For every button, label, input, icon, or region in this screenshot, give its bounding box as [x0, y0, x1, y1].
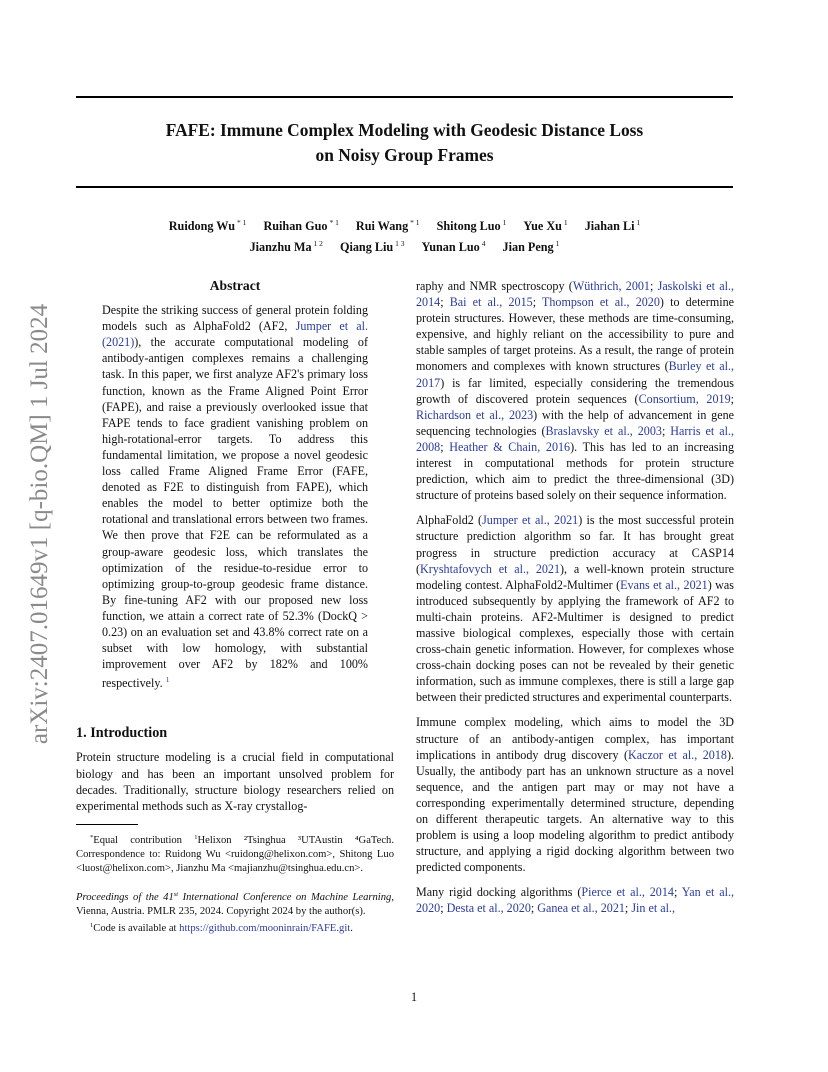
- author-list: [76, 214, 733, 256]
- citation-link[interactable]: Ganea et al., 2021: [537, 901, 625, 916]
- citation-link[interactable]: Bai et al., 2015: [449, 295, 533, 310]
- title-line-1: FAFE: Immune Complex Modeling with Geodesic Distance Loss: [165, 120, 644, 140]
- left-column: [76, 278, 394, 936]
- citation-link[interactable]: Richardson et al., 2023: [416, 407, 534, 422]
- citation-link[interactable]: Harris et al., 2008: [416, 423, 734, 454]
- author: Rui Wang $^{* 1}$: [355, 218, 420, 233]
- immune-complex-paragraph: Immune complex modeling, which aims to model the 3D structure of an antibody-antigen complex, has important implications in antibody drug discovery (Kaczor et al., 2018). Usually, the antibody part has an unknown structure as a novel sequence, and the antigen part may or may not have a corresponding experimentally determined structure, depending on different therapeutic targets. An alternative way to this problem is using a loop modeling algorithm to predict antibody structure, and applying a rigid docking algorithm between two predicted components.: [416, 715, 734, 875]
- citation-link[interactable]: Braslavsky et al., 2003: [545, 423, 662, 438]
- right-column: [416, 278, 734, 926]
- title-top-rule: [76, 96, 733, 98]
- alphafold-paragraph: AlphaFold2 (Jumper et al., 2021) is the most successful protein structure prediction algorithm so far. It has brought great progress in structure prediction accuracy at CASP14 (Kryshtafovych et al., 2021), a well-known protein structure modeling contest. AlphaFold2-Multimer (Evans et al., 2021) was introduced subsequently by applying the framework of AF2 to multi-chain proteins. AF2-Multimer is designed to predict massive biological complexes, especially those with certain cross-chain genetic information. However, for complexes whose cross-chain docking poses can not be revealed by their genetic information, such as immune complexes, there is still a large gap between their predicted structures and experimental counterparts.: [416, 513, 734, 705]
- author: Jianzhu Ma $^{1 2}$: [249, 239, 323, 254]
- footnote-rule: [76, 824, 138, 825]
- citation-link[interactable]: Thompson et al., 2020: [542, 295, 660, 310]
- author: Yue Xu $^1$: [523, 218, 568, 233]
- citation-link[interactable]: Yan et al., 2020: [416, 885, 734, 916]
- author: Qiang Liu $^{1 3}$: [339, 239, 405, 254]
- citation-link[interactable]: Pierce et al., 2014: [581, 885, 674, 900]
- introduction-paragraph: Protein structure modeling is a crucial field in computational biology and has been an important unsolved problem for decades. Traditionally, structure biology researchers relied on experimental methods such as X-ray crystallog-: [76, 750, 394, 813]
- author: Jian Peng $^1$: [502, 239, 560, 254]
- citation-link[interactable]: Burley et al., 2017: [416, 359, 734, 390]
- citation-link[interactable]: Heather & Chain, 2016: [449, 439, 571, 454]
- citation-link[interactable]: Evans et al., 2021: [620, 577, 708, 592]
- footnote-marker[interactable]: 1: [165, 675, 170, 685]
- code-url-link[interactable]: https://github.com/mooninrain/FAFE.git: [179, 923, 351, 935]
- footnote-equal-contribution: *Equal contribution $^1$Helixon ²Tsinghua ³UTAustin ⁴GaTech. Correspondence to: Ruidong Wu <ruidong@helixon.com>, Shitong Luo <luost@helixon.com>, Jianzhu Ma <majianzhu@tsinghua.edu.cn>.: [76, 833, 394, 874]
- arxiv-stamp: arXiv:2407.01649v1 [q-bio.QM] 1 Jul 2024: [26, 303, 53, 745]
- title-line-2: on Noisy Group Frames: [315, 145, 494, 165]
- citation-link[interactable]: Jumper et al., 2021: [482, 513, 579, 528]
- title-bottom-rule: [76, 186, 733, 188]
- citation-link[interactable]: Consortium, 2019: [638, 391, 731, 406]
- author: Shitong Luo $^1$: [436, 218, 507, 233]
- abstract-body: Despite the striking success of general protein folding models such as AlphaFold2 (AF2, Jumper et al. (2021)), the accurate computational modeling of antibody-antigen complexes remains a challenging task. In this paper, we first analyze AF2's primary loss function, known as the Frame Aligned Point Error (FAPE), and raise a previously overlooked issue that FAPE tends to face gradient vanishing problem on high-rotational-error targets. To address this fundamental limitation, we propose a novel geodesic loss called Frame Aligned Frame Error (FAFE, denoted as F2E to distinguish from FAPE), which enables the model to better optimize both the rotational and translational errors between two frames. We then prove that F2E can be reformulated as a group-aware geodesic loss, which translates the optimization of the residue-to-residue error to optimizing group-to-group geodesic frame distance. By fine-tuning AF2 with our proposed new loss function, we attain a correct rate of 52.3% (DockQ > 0.23) on an evaluation set and 43.8% correct rate on a subset with low homology, with substantial improvement over AF2 by 182% and 100% respectively. $^1$: [102, 303, 368, 691]
- abstract-heading: Abstract: [209, 278, 261, 293]
- introduction-heading: 1. Introduction: [76, 725, 168, 742]
- rigid-docking-paragraph: Many rigid docking algorithms (Pierce et al., 2014; Yan et al., 2020; Desta et al., 2020; Ganea et al., 2021; Jin et al.,: [416, 885, 734, 916]
- author: Jiahan Li $^1$: [584, 218, 641, 233]
- author: Yunan Luo $^4$: [421, 239, 486, 254]
- citation-link[interactable]: Wüthrich, 2001: [572, 279, 650, 293]
- citation-link[interactable]: Desta et al., 2020: [446, 901, 531, 916]
- citation-link[interactable]: Kryshtafovych et al., 2021: [420, 561, 561, 576]
- author: Ruihan Guo $^{* 1}$: [263, 218, 339, 233]
- citation-link[interactable]: Kaczor et al., 2018: [627, 747, 727, 762]
- page-number: 1: [410, 990, 418, 1004]
- citation-link[interactable]: Jaskolski et al., 2014: [416, 279, 735, 310]
- footnote-proceedings: Proceedings of the 41st International Conference on Machine Learning, Vienna, Austria. PMLR 235, 2024. Copyright 2024 by the author(s).: [76, 891, 394, 918]
- author: Ruidong Wu $^{* 1}$: [168, 218, 247, 233]
- paper-title: [76, 118, 733, 168]
- author-line-2: [76, 235, 733, 256]
- intro-paragraph-continued: raphy and NMR spectroscopy (Wüthrich, 2001; Jaskolski et al., 2014; Bai et al., 2015; Thompson et al., 2020) to determine protein structures. However, these methods are time-consuming, expensive, and highly reliant on the accessibility to pure and stable samples of target proteins. As a result, the range of protein monomers and complexes with known structures (Burley et al., 2017) is far limited, especially considering the tremendous growth of discovered protein sequences (Consortium, 2019; Richardson et al., 2023) with the help of advancement in gene sequencing technologies (Braslavsky et al., 2003; Harris et al., 2008; Heather & Chain, 2016). This has led to an increasing interest in computational methods for protein structure prediction, which aim to predict the three-dimensional (3D) structure of proteins based solely on their sequence information.: [416, 279, 735, 503]
- footnote-code: $^1$Code is available at https://github.com/mooninrain/FAFE.git.: [90, 922, 353, 935]
- author-line-1: [76, 214, 733, 235]
- citation-link[interactable]: Jumper et al. (2021): [102, 319, 368, 350]
- citation-link[interactable]: Jin et al.,: [631, 901, 675, 916]
